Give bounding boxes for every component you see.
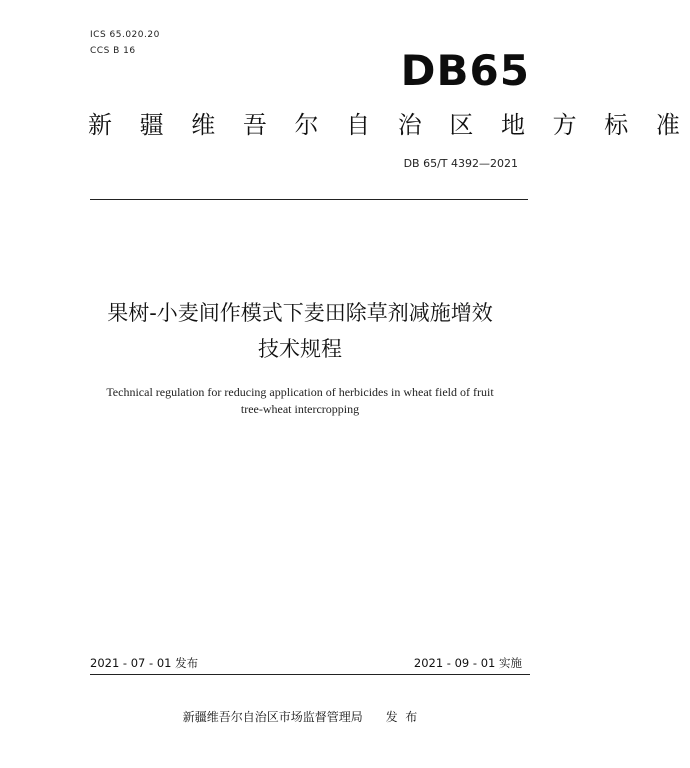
header-divider <box>90 199 528 200</box>
title-cn-line-1: 果树-小麦间作模式下麦田除草剂减施增效 <box>107 301 493 325</box>
ccs-code: CCS B 16 <box>90 46 136 56</box>
publish-date: 2021 - 07 - 01 发布 <box>90 656 199 670</box>
title-cn-line-2: 技术规程 <box>258 337 342 361</box>
title-en-line-2: tree-wheat intercropping <box>240 402 360 416</box>
footer-divider <box>90 674 530 675</box>
standard-number: DB 65/T 4392—2021 <box>403 157 518 170</box>
ics-code: ICS 65.020.20 <box>90 30 160 40</box>
standard-type-heading: 新 疆 维 吾 尔 自 治 区 地 方 标 准 <box>88 111 690 139</box>
effective-date: 2021 - 09 - 01 实施 <box>413 656 522 670</box>
issuing-authority: 新疆维吾尔自治区市场监督管理局 发 布 <box>182 710 418 724</box>
db65-logo: DB65 <box>400 46 530 95</box>
title-en-line-1: Technical regulation for reducing application of herbicides in wheat field of fruit <box>106 385 494 399</box>
